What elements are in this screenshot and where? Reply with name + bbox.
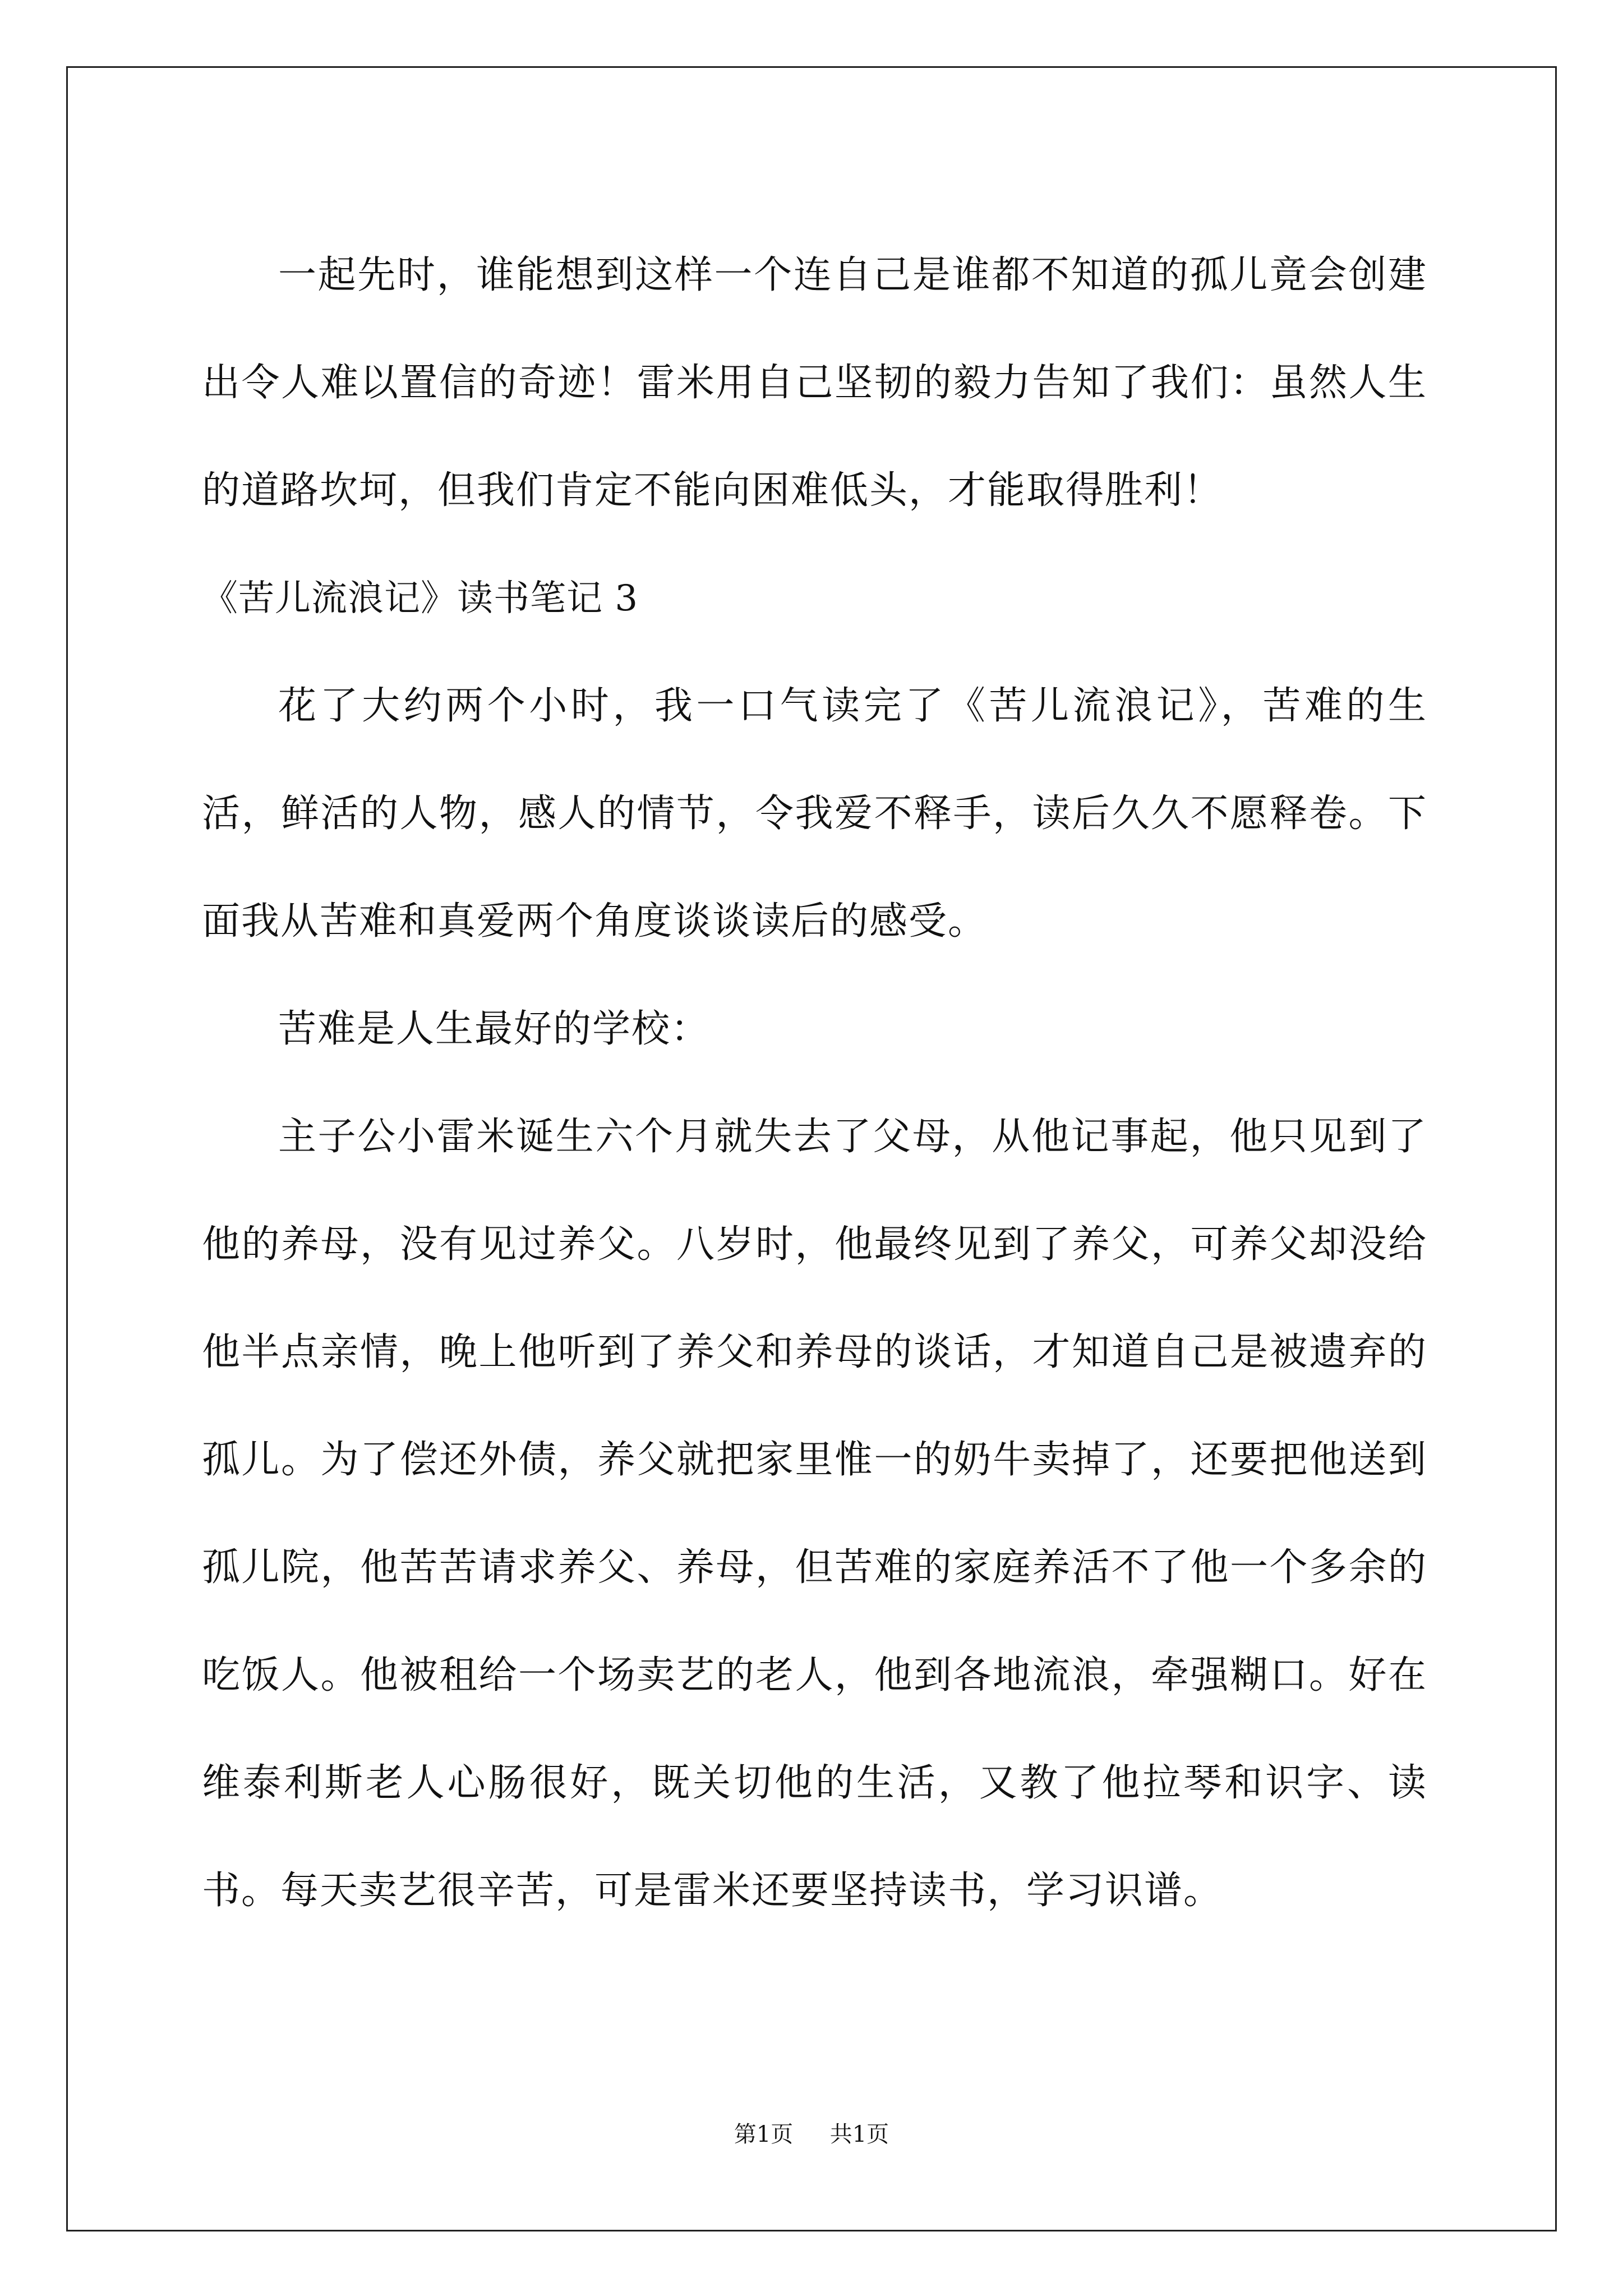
page-number: 第1页 — [734, 2122, 794, 2147]
document-body — [202, 222, 1427, 1945]
page-footer — [0, 2120, 1623, 2148]
page-total: 共1页 — [829, 2122, 889, 2147]
paragraph-1: 花了大约两个小时，我一口气读完了《苦儿流浪记》，苦难的生活，鲜活的人物，感人的情节，令我爱不释手，读后久久不愿释卷。下面我从苦难和真爱两个角度谈谈读后的感受。 — [202, 684, 1427, 944]
paragraph-2: 苦难是人生最好的学校： — [278, 1007, 711, 1051]
paragraph-3: 主子公小雷米诞生六个月就失去了父母，从他记事起，他只见到了他的养母，没有见过养父。八岁时，他最终见到了养父，可养父却没给他半点亲情，晚上他听到了养父和养母的谈话，才知道自己是被遗弃的孤儿。为了偿还外债，养父就把家里惟一的奶牛卖掉了，还要把他送到孤儿院，他苦苦请求养父、养母，但苦难的家庭养活不了他一个多余的吃饭人。他被租给一个场卖艺的老人，他到各地流浪，牵强糊口。好在维泰利斯老人心肠很好，既关切他的生活，又教了他拉琴和识字、读书。每天卖艺很辛苦，可是雷米还要坚持读书，学习识谱。 — [202, 1115, 1427, 1913]
section-heading: 《苦儿流浪记》读书笔记 3 — [202, 578, 639, 619]
paragraph-intro: 一起先时，谁能想到这样一个连自己是谁都不知道的孤儿竟会创建出令人难以置信的奇迹！雷米用自己坚韧的毅力告知了我们：虽然人生的道路坎坷，但我们肯定不能向困难低头，才能取得胜利！ — [202, 253, 1427, 513]
